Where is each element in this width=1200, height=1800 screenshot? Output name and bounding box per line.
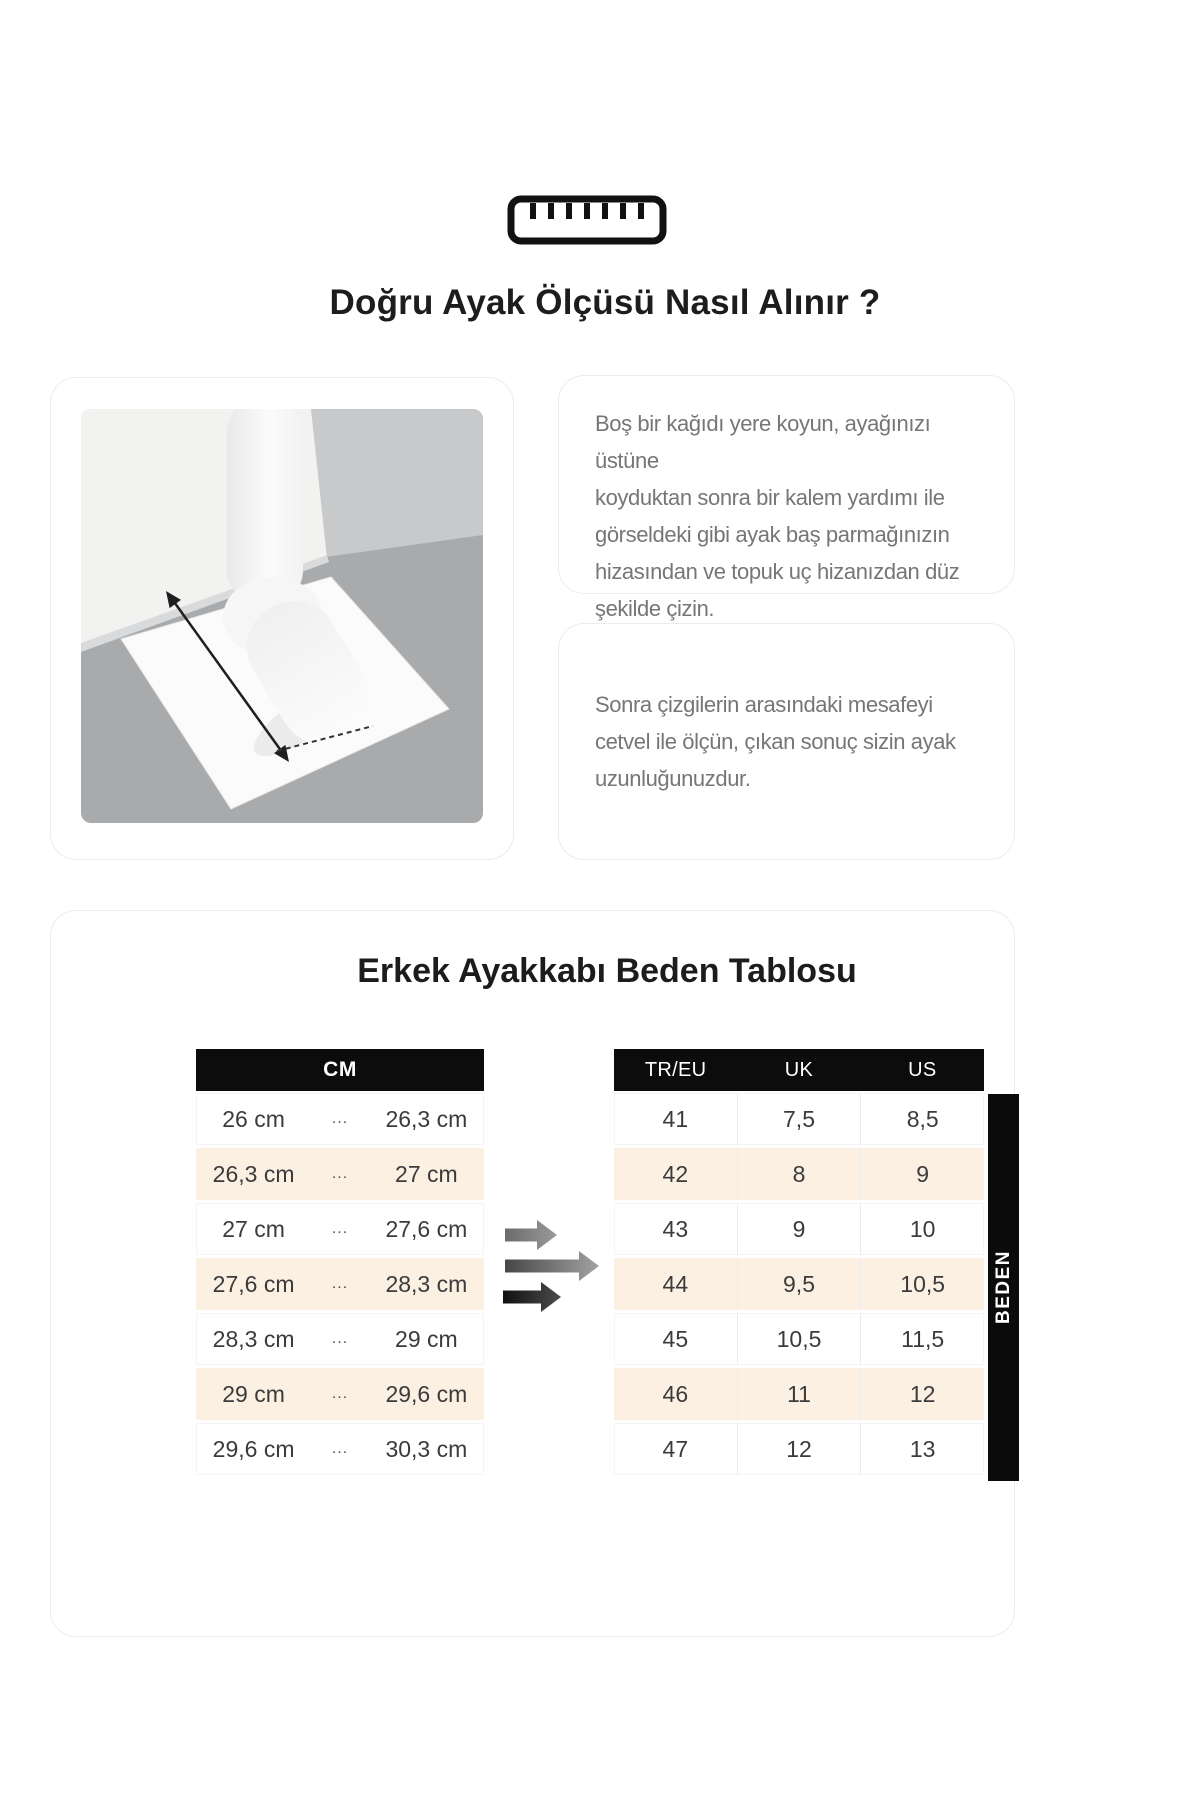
instruction-card-1 — [558, 375, 1015, 621]
tr-eu-value: 44 — [662, 1271, 689, 1297]
table-row — [196, 1423, 484, 1478]
range-dots: ... — [331, 1220, 349, 1237]
tr-eu-value: 43 — [662, 1216, 689, 1242]
instruction-step-1 — [595, 405, 994, 627]
cm-from-value: 26 cm — [222, 1105, 285, 1132]
range-dots: ... — [331, 1275, 349, 1292]
tr-eu-value: 46 — [662, 1381, 689, 1407]
beden-side-bar — [988, 1094, 1019, 1481]
instruction-line: Sonra çizgilerin arasındaki mesafeyi — [595, 692, 933, 717]
mapping-arrows-icon — [501, 1214, 605, 1318]
foot-measurement-photo — [81, 409, 483, 823]
beden-label: BEDEN — [992, 1250, 1014, 1325]
page-title: Doğru Ayak Ölçüsü Nasıl Alınır ? — [329, 283, 881, 322]
photo-card — [50, 377, 514, 860]
uk-value: 11 — [737, 1368, 861, 1420]
ruler-icon — [507, 195, 667, 245]
cm-header-label: CM — [323, 1058, 357, 1081]
range-dots: ... — [331, 1440, 349, 1457]
table-row — [614, 1093, 984, 1148]
cm-from-value: 26,3 cm — [212, 1160, 295, 1187]
table-row — [614, 1203, 984, 1258]
table-row — [196, 1258, 484, 1313]
size-chart-card — [50, 910, 1015, 1637]
cm-table-header — [196, 1049, 484, 1093]
tr-eu-value: 42 — [662, 1161, 689, 1187]
us-value: 8,5 — [860, 1093, 984, 1145]
instruction-step-2 — [595, 686, 956, 797]
uk-value: 7,5 — [737, 1093, 861, 1145]
cm-to-value: 29 cm — [395, 1325, 458, 1352]
uk-value: 9,5 — [737, 1258, 861, 1310]
size-table-body — [614, 1093, 984, 1478]
instruction-line: şekilde çizin. — [595, 596, 715, 621]
table-row — [196, 1203, 484, 1258]
table-row — [196, 1148, 484, 1203]
us-value: 10 — [860, 1203, 984, 1255]
size-table-header — [614, 1049, 984, 1093]
table-row — [614, 1423, 984, 1478]
size-chart-title: Erkek Ayakkabı Beden Tablosu — [357, 952, 857, 990]
cm-from-value: 27 cm — [222, 1215, 285, 1242]
shoe-size-table — [614, 1049, 984, 1478]
instruction-line: hizasından ve topuk uç hizanızdan düz — [595, 559, 960, 584]
tr-eu-value: 47 — [662, 1436, 689, 1462]
instruction-line: görseldeki gibi ayak baş parmağınızın — [595, 522, 950, 547]
table-row — [614, 1148, 984, 1203]
cm-to-value: 28,3 cm — [385, 1270, 468, 1297]
tr-eu-value: 41 — [662, 1106, 689, 1132]
us-value: 12 — [860, 1368, 984, 1420]
table-row — [614, 1258, 984, 1313]
range-dots: ... — [331, 1110, 349, 1127]
range-dots: ... — [331, 1330, 349, 1347]
table-row — [614, 1313, 984, 1368]
header-tr-eu: TR/EU — [644, 1058, 707, 1081]
instruction-line: uzunluğunuzdur. — [595, 766, 751, 791]
instruction-card-2 — [558, 623, 1015, 860]
cm-to-value: 27,6 cm — [385, 1215, 468, 1242]
us-value: 11,5 — [860, 1313, 984, 1365]
uk-value: 8 — [737, 1148, 861, 1200]
cm-from-value: 29,6 cm — [212, 1435, 295, 1462]
table-row — [196, 1313, 484, 1368]
us-value: 9 — [860, 1148, 984, 1200]
header-us: US — [908, 1058, 937, 1081]
uk-value: 12 — [737, 1423, 861, 1475]
us-value: 10,5 — [860, 1258, 984, 1310]
table-row — [196, 1368, 484, 1423]
instruction-line: koyduktan sonra bir kalem yardımı ile — [595, 485, 945, 510]
instruction-line: Boş bir kağıdı yere koyun, ayağınızı üstüne — [595, 411, 931, 473]
tr-eu-value: 45 — [662, 1326, 689, 1352]
table-row — [196, 1093, 484, 1148]
cm-from-value: 29 cm — [222, 1380, 285, 1407]
uk-value: 10,5 — [737, 1313, 861, 1365]
us-value: 13 — [860, 1423, 984, 1475]
cm-to-value: 30,3 cm — [385, 1435, 468, 1462]
cm-to-value: 29,6 cm — [385, 1380, 468, 1407]
cm-table-body — [196, 1093, 484, 1478]
cm-from-value: 28,3 cm — [212, 1325, 295, 1352]
cm-to-value: 26,3 cm — [385, 1105, 468, 1132]
range-dots: ... — [331, 1165, 349, 1182]
cm-range-table — [196, 1049, 484, 1478]
table-row — [614, 1368, 984, 1423]
range-dots: ... — [331, 1385, 349, 1402]
header-uk: UK — [784, 1058, 814, 1081]
cm-to-value: 27 cm — [395, 1160, 458, 1187]
cm-from-value: 27,6 cm — [212, 1270, 295, 1297]
instruction-line: cetvel ile ölçün, çıkan sonuç sizin ayak — [595, 729, 956, 754]
uk-value: 9 — [737, 1203, 861, 1255]
